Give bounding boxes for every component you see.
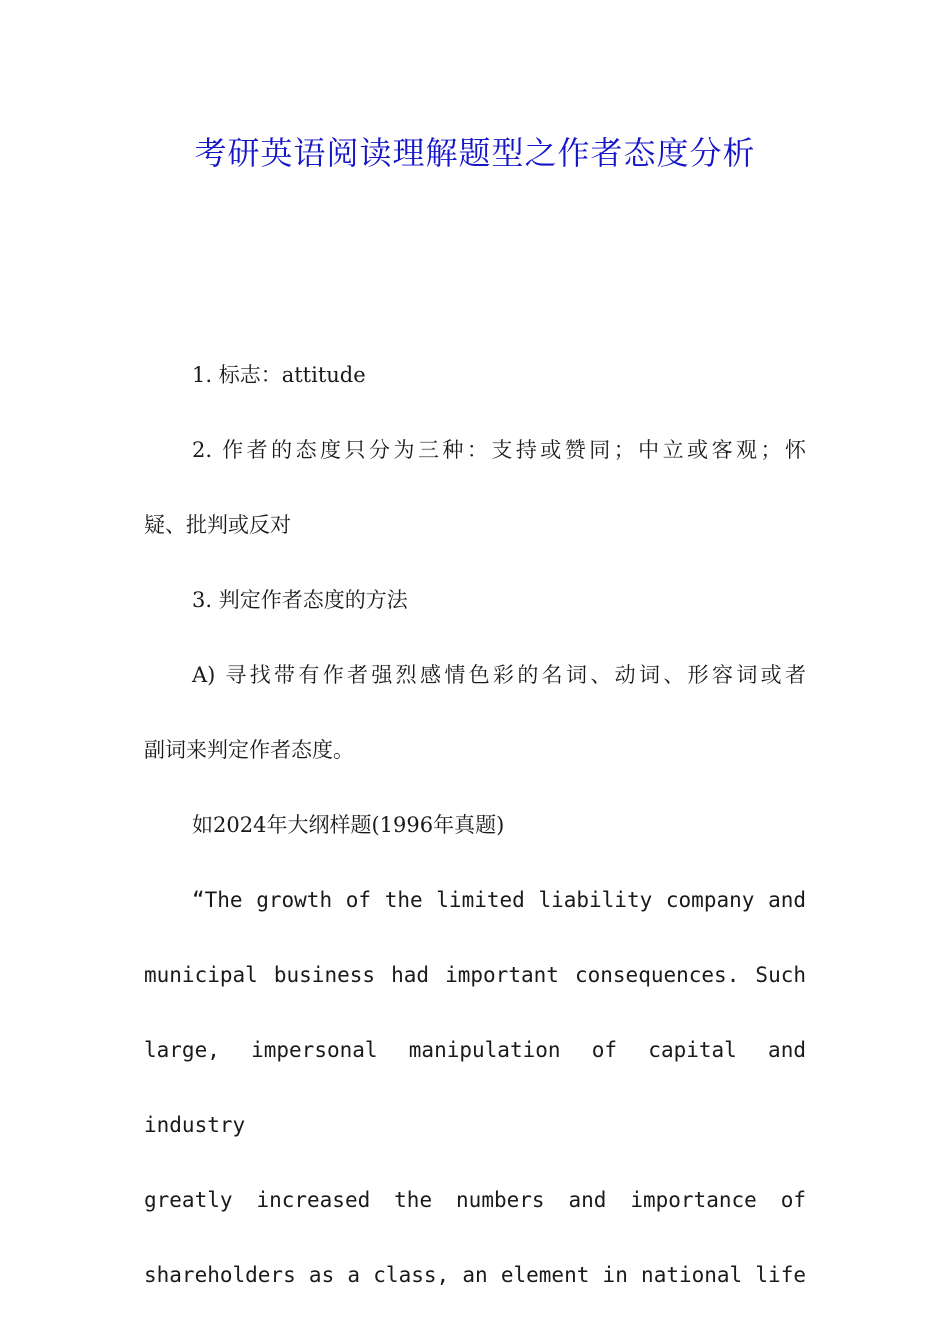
paragraph-attitude-types-line1: 2. 作者的态度只分为三种：支持或赞同；中立或客观；怀	[192, 438, 806, 462]
document-body	[144, 338, 806, 1313]
quote-line-2: municipal business had important consequences. Such	[144, 963, 806, 987]
paragraph-method-a-line2: 副词来判定作者态度。	[144, 738, 354, 762]
paragraph-method-heading: 3. 判定作者态度的方法	[192, 588, 408, 612]
paragraph-attitude-types-line2: 疑、批判或反对	[144, 513, 291, 537]
quote-line-5: shareholders as a class, an element in national life	[144, 1263, 806, 1287]
paragraph-method-a-line1: A) 寻找带有作者强烈感情色彩的名词、动词、形容词或者	[192, 663, 806, 687]
paragraph-marker: 1. 标志：attitude	[192, 363, 366, 387]
page-title: 考研英语阅读理解题型之作者态度分析	[194, 134, 756, 172]
quote-line-1: “The growth of the limited liability company and	[192, 888, 806, 912]
quote-line-3: large, impersonal manipulation of capital and industry	[144, 1038, 806, 1137]
quote-line-4: greatly increased the numbers and importance of	[144, 1188, 806, 1212]
paragraph-example-source: 如2024年大纲样题(1996年真题)	[192, 813, 505, 837]
